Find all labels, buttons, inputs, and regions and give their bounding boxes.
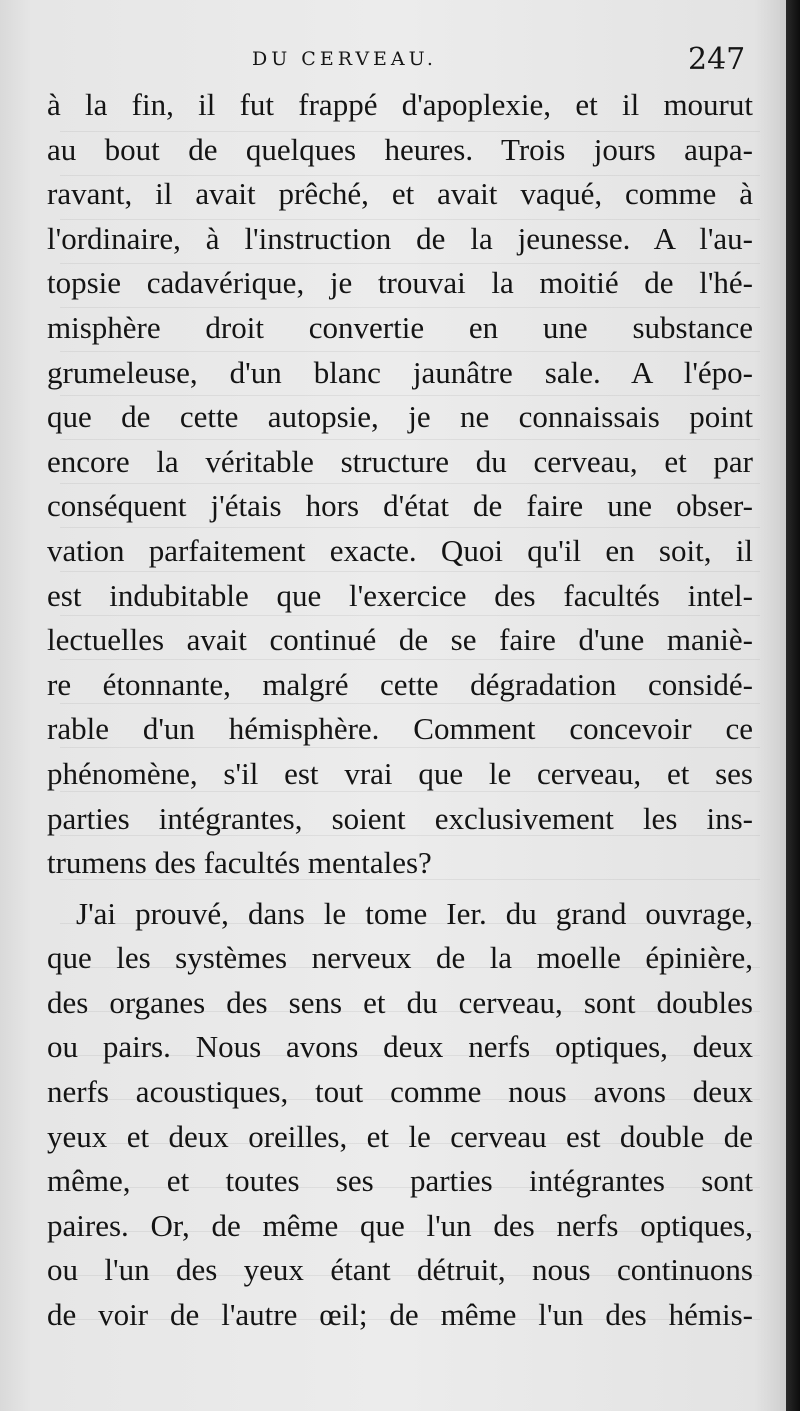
paragraph-1 [47, 83, 753, 886]
text-line: J'ai prouvé, dans le tome Ier. du grand ouvrage, [76, 895, 753, 931]
text-line: ravant, il avait prêché, et avait vaqué, comme à [47, 176, 753, 212]
text-line: phénomène, s'il est vrai que le cerveau, et ses [47, 755, 753, 791]
text-body [47, 83, 753, 1338]
text-line: à la fin, il fut frappé d'apoplexie, et il mourut [47, 87, 753, 122]
running-head: DU CERVEAU. [252, 48, 437, 70]
text-line: que de cette autopsie, je ne connaissais point [47, 399, 753, 435]
text-line: nerfs acoustiques, tout comme nous avons deux [47, 1074, 753, 1110]
text-line: lectuelles avait continué de se faire d'une maniè- [47, 622, 753, 658]
text-line: re étonnante, malgré cette dégradation considé- [47, 666, 753, 702]
text-line: l'ordinaire, à l'instruction de la jeunesse. A l'au- [47, 220, 753, 256]
text-line: topsie cadavérique, je trouvai la moitié de l'hé- [47, 265, 753, 301]
text-line: ou pairs. Nous avons deux nerfs optiques, deux [47, 1029, 753, 1065]
text-line: encore la véritable structure du cerveau, et par [47, 443, 753, 479]
page-header [0, 42, 786, 86]
text-line: des organes des sens et du cerveau, sont doubles [47, 984, 753, 1020]
text-line: paires. Or, de même que l'un des nerfs optiques, [47, 1207, 753, 1243]
text-line: misphère droit convertie en une substance [47, 309, 753, 345]
text-line: ou l'un des yeux étant détruit, nous continuons [47, 1252, 753, 1288]
page-edge-shadow [786, 0, 800, 1411]
text-line: au bout de quelques heures. Trois jours aupa- [47, 131, 753, 167]
text-line: yeux et deux oreilles, et le cerveau est double de [47, 1118, 753, 1154]
text-line: que les systèmes nerveux de la moelle épinière, [47, 940, 753, 976]
page-number: 247 [688, 42, 746, 77]
text-line: vation parfaitement exacte. Quoi qu'il en soit, il [47, 532, 753, 568]
text-line: est indubitable que l'exercice des facultés intel- [47, 577, 753, 613]
text-line: trumens des facultés mentales? [47, 845, 432, 881]
paragraph-2 [47, 892, 753, 1338]
text-line: grumeleuse, d'un blanc jaunâtre sale. A l'épo- [47, 354, 753, 390]
text-line: de voir de l'autre œil; de même l'un des hémis- [47, 1297, 753, 1333]
text-line: rable d'un hémisphère. Comment concevoir ce [47, 711, 753, 747]
text-line: parties intégrantes, soient exclusivement les ins- [47, 800, 753, 836]
text-line: conséquent j'étais hors d'état de faire une obser- [47, 488, 753, 524]
text-line: même, et toutes ses parties intégrantes sont [47, 1163, 753, 1199]
